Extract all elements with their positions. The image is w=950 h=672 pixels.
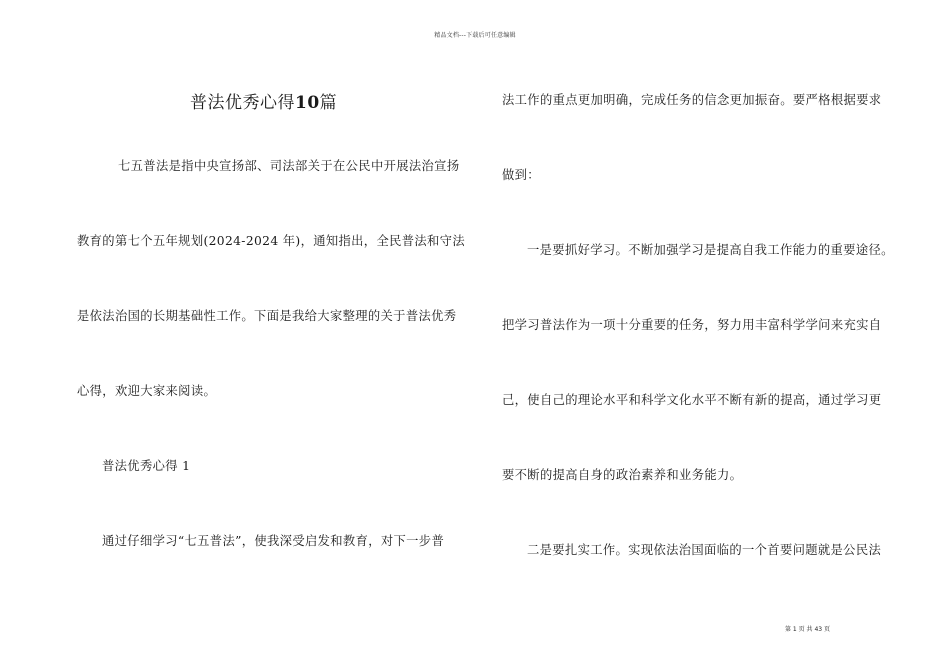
section-heading: 普法优秀心得 1	[102, 459, 191, 473]
left-paragraph-line: 通过仔细学习“七五普法”，使我深受启发和教育，对下一步普	[102, 534, 445, 548]
left-paragraph-line: 是依法治国的长期基础性工作。下面是我给大家整理的关于普法优秀	[77, 309, 457, 323]
left-paragraph-line: 教育的第七个五年规划(2024-2024 年)，通知指出，全民普法和守法	[77, 234, 465, 248]
right-paragraph-line: 一是要抓好学习。不断加强学习是提高自我工作能力的重要途径。	[527, 243, 894, 257]
right-paragraph-line: 把学习普法作为一项十分重要的任务，努力用丰富科学学问来充实自	[502, 318, 882, 332]
right-paragraph-line: 要不断的提高自身的政治素养和业务能力。	[502, 468, 743, 482]
page-number: 第 1 页 共 43 页	[785, 626, 830, 633]
right-paragraph-line: 法工作的重点更加明确，完成任务的信念更加振奋。要严格根据要求	[502, 93, 882, 107]
right-paragraph-line: 二是要扎实工作。实现依法治国面临的一个首要问题就是公民法	[527, 543, 882, 557]
right-paragraph-line: 做到：	[502, 168, 540, 182]
title-text: 普法优秀心得	[190, 93, 295, 113]
title-number: 10	[295, 93, 320, 113]
document-header-note: 精品文档---下载后可任意编辑	[434, 32, 516, 39]
title-suffix: 篇	[319, 93, 338, 113]
left-paragraph-line: 七五普法是指中央宣扬部、司法部关于在公民中开展法治宣扬	[118, 159, 460, 173]
document-title	[190, 88, 337, 113]
left-paragraph-line: 心得，欢迎大家来阅读。	[77, 384, 217, 398]
right-paragraph-line: 己，使自己的理论水平和科学文化水平不断有新的提高，通过学习更	[502, 393, 882, 407]
